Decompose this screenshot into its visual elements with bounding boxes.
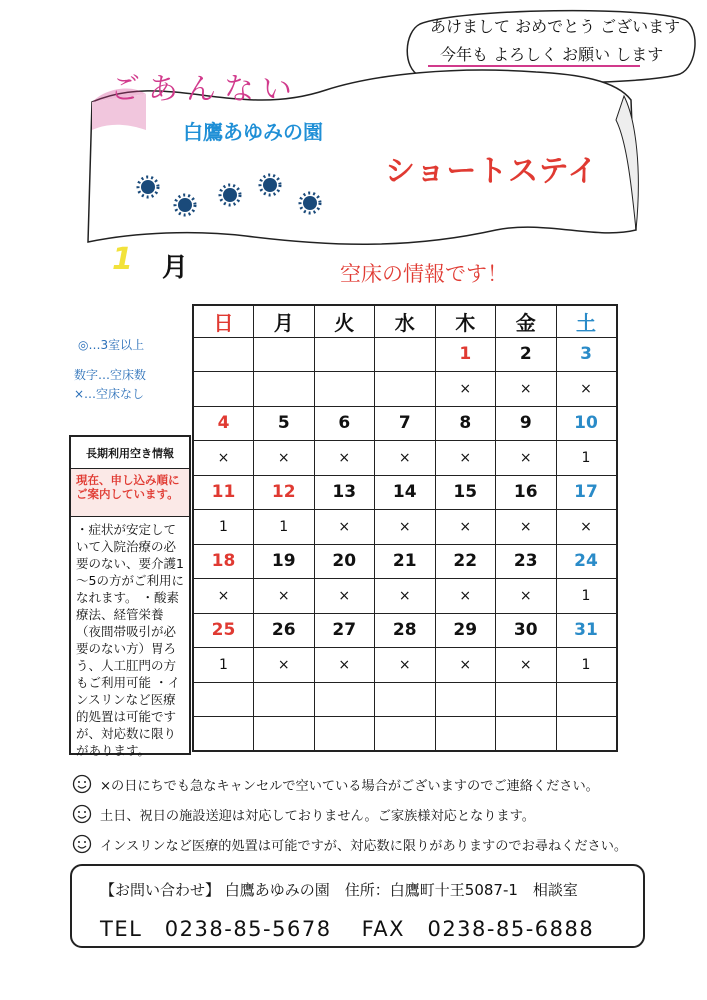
day-cell <box>193 337 254 371</box>
vacancy-cell: × <box>435 578 496 613</box>
day-cell: 16 <box>496 475 557 509</box>
vacancy-cell: × <box>435 440 496 475</box>
vacancy-cell: × <box>375 647 436 682</box>
note-2-text: 土日、祝日の施設送迎は対応しておりません。ご家族様対応となります。 <box>100 808 535 824</box>
vacancy-cell: × <box>193 440 254 475</box>
day-cell: 3 <box>556 337 617 371</box>
vacancy-cell <box>314 716 375 751</box>
vacancy-row <box>193 716 617 751</box>
weekday-thu: 木 <box>435 305 496 337</box>
vacancy-cell <box>375 371 436 406</box>
vacancy-cell: × <box>193 578 254 613</box>
longterm-heading: 長期利用空き情報 <box>71 437 189 469</box>
flower-icons <box>130 165 330 225</box>
day-cell <box>496 682 557 716</box>
day-row <box>193 682 617 716</box>
weekday-wed: 水 <box>375 305 436 337</box>
day-cell: 9 <box>496 406 557 440</box>
vacancy-cell: × <box>556 371 617 406</box>
weekday-sat: 土 <box>556 305 617 337</box>
day-cell <box>314 682 375 716</box>
flower-icon <box>300 193 320 213</box>
vacancy-cell <box>375 716 436 751</box>
day-cell: 31 <box>556 613 617 647</box>
day-cell <box>193 682 254 716</box>
note-1-text: ×の日にちでも急なキャンセルで空いている場合がございますのでご連絡ください。 <box>100 778 599 794</box>
contact-box <box>70 864 645 948</box>
day-cell: 23 <box>496 544 557 578</box>
greeting-line-2: 今年も よろしく お願い します <box>440 45 664 64</box>
weekday-sun: 日 <box>193 305 254 337</box>
day-cell <box>375 337 436 371</box>
vacancy-cell: × <box>496 509 557 544</box>
vacancy-cell: × <box>496 647 557 682</box>
weekday-mon: 月 <box>254 305 315 337</box>
day-cell: 13 <box>314 475 375 509</box>
month-unit: 月 <box>162 253 189 283</box>
contact-tel: TEL 0238-85-5678 <box>100 917 332 941</box>
longterm-notice: 現在、申し込み順に ご案内しています。 <box>71 469 189 517</box>
vacancy-cell: 1 <box>556 578 617 613</box>
note-3 <box>72 834 627 854</box>
day-cell <box>556 682 617 716</box>
vacancy-cell: × <box>314 509 375 544</box>
greeting-line-1: あけまして おめでとう ございます <box>430 17 681 36</box>
vacancy-cell: × <box>556 509 617 544</box>
day-cell: 10 <box>556 406 617 440</box>
day-cell: 11 <box>193 475 254 509</box>
vacancy-cell: × <box>254 647 315 682</box>
vacancy-cell: × <box>496 371 557 406</box>
day-cell <box>375 682 436 716</box>
vacancy-cell: × <box>375 578 436 613</box>
vacancy-cell: 1 <box>254 509 315 544</box>
day-cell: 30 <box>496 613 557 647</box>
longterm-body: ・症状が安定していて入院治療の必要のない、要介護1～5の方がご利用になれます。 ・酸素療法、経管栄養（夜間帯吸引が必要のない方）胃ろう、人工肛門の方もご利用可能 ・インスリンなど医療的処置は可能ですが、対応数に限りがあります。 <box>76 522 184 758</box>
day-cell: 29 <box>435 613 496 647</box>
day-cell: 22 <box>435 544 496 578</box>
vacancy-cell: 1 <box>193 647 254 682</box>
weekday-fri: 金 <box>496 305 557 337</box>
vacancy-cell: 1 <box>556 647 617 682</box>
legend-number: 数字…空床数 <box>74 368 147 382</box>
vacancy-row <box>193 578 617 613</box>
facility-name: 白鷹あゆみの園 <box>183 120 323 144</box>
vacancy-cell: × <box>435 647 496 682</box>
contact-phones <box>100 913 594 943</box>
flower-icon <box>175 195 195 215</box>
day-cell: 6 <box>314 406 375 440</box>
vacancy-cell: × <box>496 440 557 475</box>
day-cell: 20 <box>314 544 375 578</box>
vacancy-title: 空床の情報です！ <box>340 262 508 286</box>
vacancy-cell <box>193 371 254 406</box>
note-3-text: インスリンなど医療的処置は可能ですが、対応数に限りがありますのでお尋ねください。 <box>100 838 628 854</box>
vacancy-row <box>193 371 617 406</box>
day-cell: 19 <box>254 544 315 578</box>
day-cell: 5 <box>254 406 315 440</box>
vacancy-cell <box>254 716 315 751</box>
vacancy-cell: × <box>435 509 496 544</box>
flower-icon <box>220 185 240 205</box>
longterm-info-box <box>69 435 191 758</box>
contact-info: 【お問い合わせ】 白鷹あゆみの園 住所：白鷹町十王5087-1 相談室 <box>100 881 578 899</box>
month-number: 1 <box>112 242 133 277</box>
day-cell: 21 <box>375 544 436 578</box>
day-cell: 14 <box>375 475 436 509</box>
vacancy-cell: × <box>496 578 557 613</box>
day-cell: 4 <box>193 406 254 440</box>
vacancy-cell: × <box>314 647 375 682</box>
smiley-icon <box>72 774 92 794</box>
day-cell: 27 <box>314 613 375 647</box>
day-cell: 12 <box>254 475 315 509</box>
day-cell: 2 <box>496 337 557 371</box>
day-row <box>193 544 617 578</box>
vacancy-cell: × <box>254 578 315 613</box>
vacancy-cell: × <box>314 440 375 475</box>
day-cell: 25 <box>193 613 254 647</box>
flower-icon <box>260 175 280 195</box>
banner-title: ごあんない <box>110 72 300 107</box>
vacancy-cell <box>556 716 617 751</box>
day-cell: 26 <box>254 613 315 647</box>
service-name: ショートステイ <box>385 154 599 189</box>
vacancy-cell: × <box>375 440 436 475</box>
day-cell: 8 <box>435 406 496 440</box>
vacancy-row <box>193 440 617 475</box>
day-cell: 28 <box>375 613 436 647</box>
vacancy-cell: × <box>435 371 496 406</box>
day-row <box>193 475 617 509</box>
vacancy-cell: × <box>254 440 315 475</box>
day-cell: 7 <box>375 406 436 440</box>
vacancy-row <box>193 509 617 544</box>
legend-circle: ◎…3室以上 <box>78 338 145 352</box>
day-cell <box>314 337 375 371</box>
day-cell <box>254 337 315 371</box>
vacancy-cell <box>496 716 557 751</box>
weekday-header-row <box>193 305 617 337</box>
day-cell <box>254 682 315 716</box>
vacancy-row <box>193 647 617 682</box>
flower-icon <box>138 177 158 197</box>
day-cell: 15 <box>435 475 496 509</box>
vacancy-cell <box>254 371 315 406</box>
vacancy-cell <box>435 716 496 751</box>
smiley-icon <box>72 804 92 824</box>
vacancy-cell <box>314 371 375 406</box>
contact-fax: FAX 0238-85-6888 <box>361 917 595 941</box>
day-cell: 17 <box>556 475 617 509</box>
note-1 <box>72 774 599 794</box>
day-cell: 24 <box>556 544 617 578</box>
day-row <box>193 406 617 440</box>
day-cell: 18 <box>193 544 254 578</box>
vacancy-cell: × <box>314 578 375 613</box>
day-cell: 1 <box>435 337 496 371</box>
day-row <box>193 613 617 647</box>
legend-cross: ×…空床なし <box>74 387 145 401</box>
note-2 <box>72 804 535 824</box>
vacancy-cell <box>193 716 254 751</box>
vacancy-cell: × <box>375 509 436 544</box>
day-row <box>193 337 617 371</box>
weekday-tue: 火 <box>314 305 375 337</box>
vacancy-cell: 1 <box>556 440 617 475</box>
smiley-icon <box>72 834 92 854</box>
day-cell <box>435 682 496 716</box>
vacancy-calendar <box>192 304 618 752</box>
vacancy-cell: 1 <box>193 509 254 544</box>
